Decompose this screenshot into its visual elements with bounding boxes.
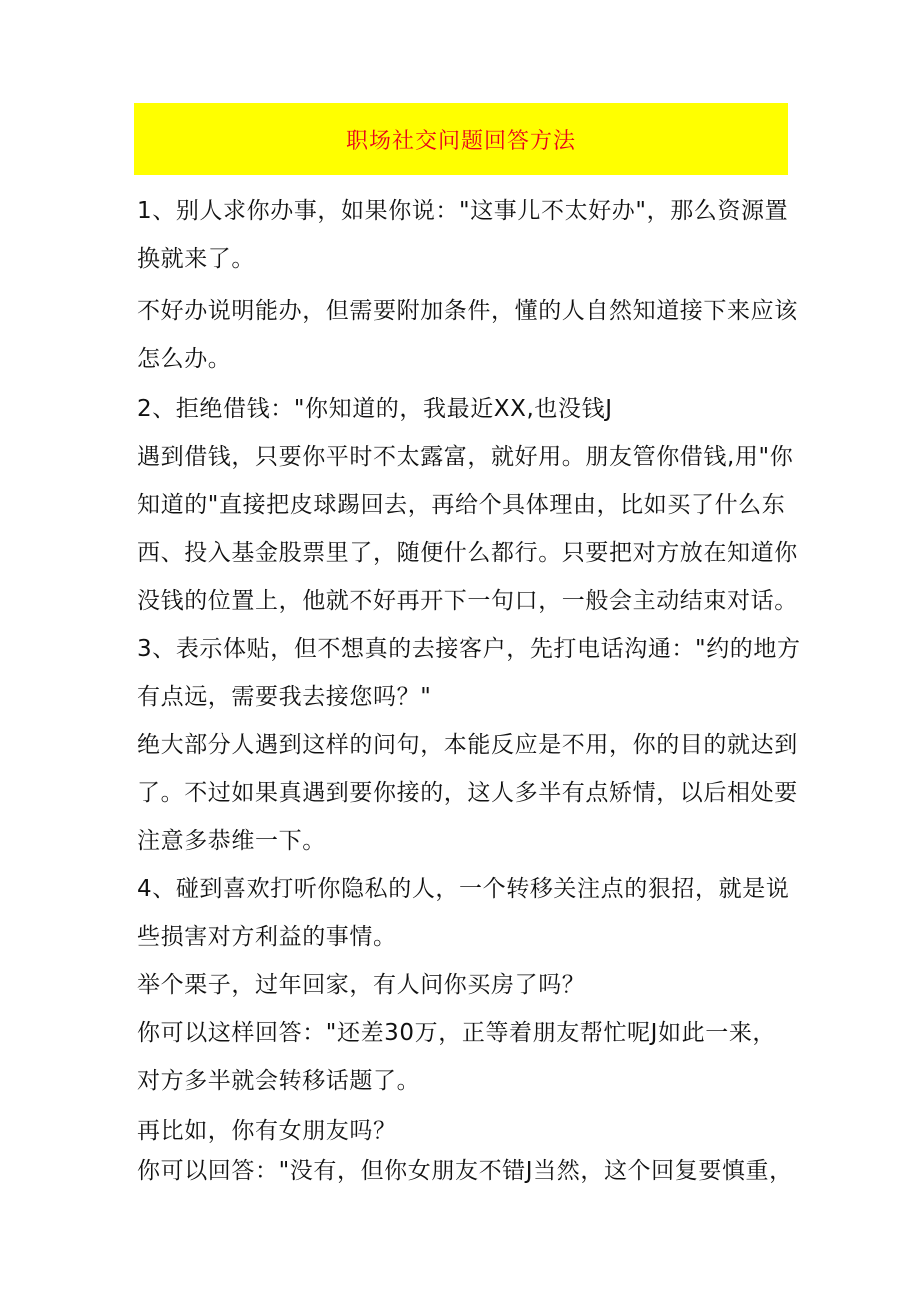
text-line: 换就来了。 xyxy=(137,246,255,272)
text-line: 西、投入基金股票里了，随便什么都行。只要把对方放在知道你 xyxy=(137,540,798,566)
text-line: 对方多半就会转移话题了。 xyxy=(137,1068,421,1094)
text-line: 不好办说明能办，但需要附加条件，懂的人自然知道接下来应该 xyxy=(137,298,798,324)
document-title: 职场社交问题回答方法 xyxy=(345,128,576,154)
text-line: 2、拒绝借钱："你知道的，我最近XX,也没钱J xyxy=(137,396,613,422)
text-line: 没钱的位置上，他就不好再开下一句口，一般会主动结束对话。 xyxy=(137,588,798,614)
text-line: 怎么办。 xyxy=(137,346,232,372)
text-line: 再比如，你有女朋友吗？ xyxy=(137,1118,397,1144)
text-line: 你可以回答："没有，但你女朋友不错J当然，这个回复要慎重， xyxy=(137,1158,793,1184)
text-line: 注意多恭维一下。 xyxy=(137,828,326,854)
text-line: 绝大部分人遇到这样的问句，本能反应是不用，你的目的就达到 xyxy=(137,732,798,758)
text-line: 有点远，需要我去接您吗？" xyxy=(137,684,432,710)
text-line: 遇到借钱，只要你平时不太露富，就好用。朋友管你借钱,用"你 xyxy=(137,444,794,470)
text-line: 你可以这样回答："还差30万，正等着朋友帮忙呢J如此一来， xyxy=(137,1020,777,1046)
text-line: 些损害对方利益的事情。 xyxy=(137,924,397,950)
text-line: 4、碰到喜欢打听你隐私的人，一个转移关注点的狠招，就是说 xyxy=(137,876,790,902)
text-line: 了。不过如果真遇到要你接的，这人多半有点矫情，以后相处要 xyxy=(137,780,798,806)
text-line: 知道的"直接把皮球踢回去，再给个具体理由，比如买了什么东 xyxy=(137,492,786,518)
text-line: 3、表示体贴，但不想真的去接客户，先打电话沟通："约的地方 xyxy=(137,636,801,662)
title-banner xyxy=(134,103,788,175)
text-line: 举个栗子，过年回家，有人问你买房了吗？ xyxy=(137,972,586,998)
document-body xyxy=(137,187,801,1195)
text-line: 1、别人求你办事，如果你说："这事儿不太好办"，那么资源置 xyxy=(137,198,789,224)
